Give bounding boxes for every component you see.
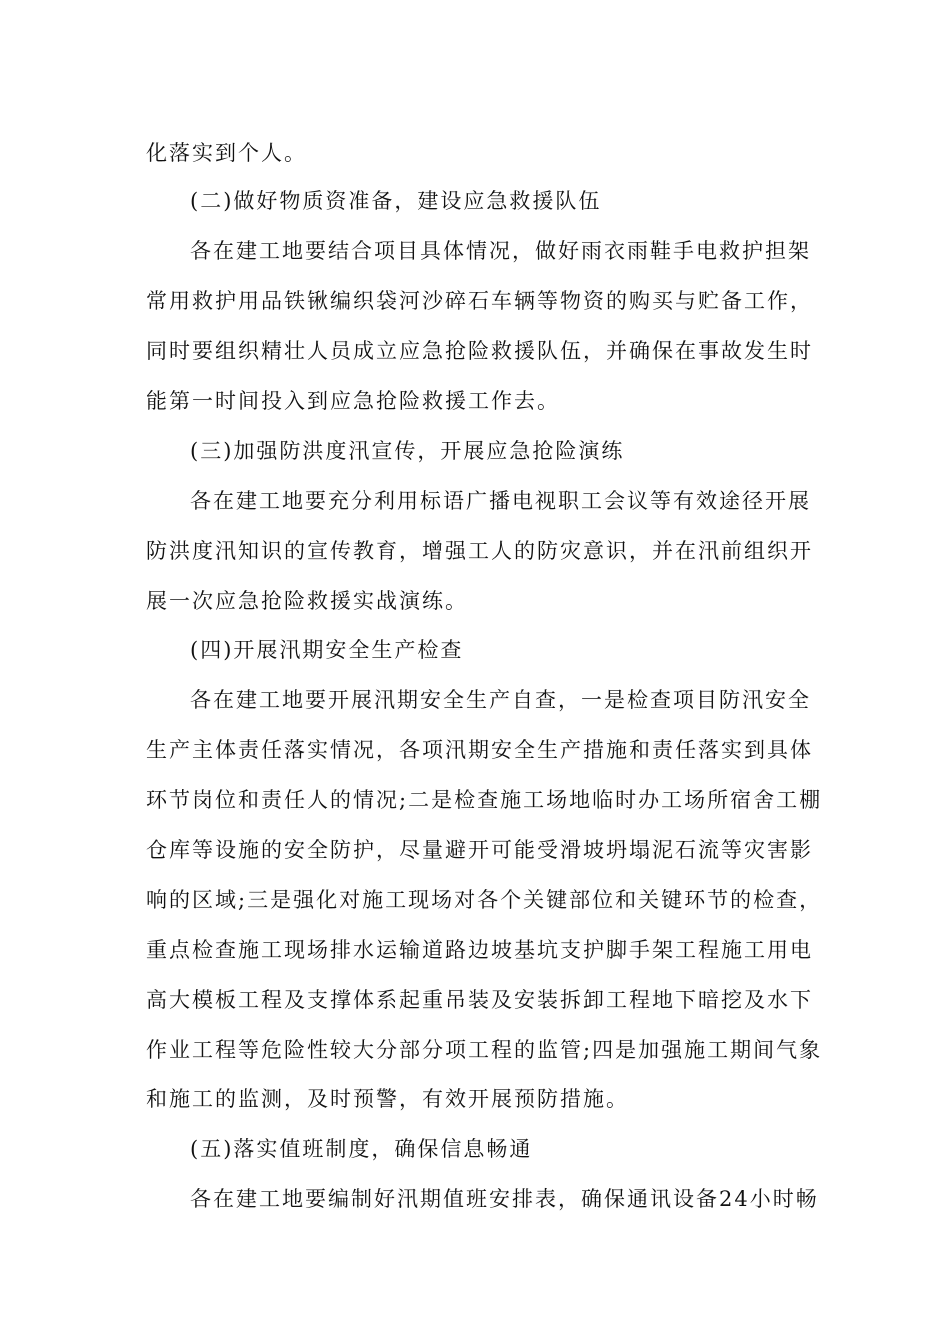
paragraph-line: 各在建工地要结合项目具体情况，做好雨衣雨鞋手电救护担架 [190, 239, 811, 263]
paragraph-line: 化落实到个人。 [146, 141, 307, 165]
paragraph-line: 各在建工地要编制好汛期值班安排表，确保通讯设备24小时畅 [190, 1187, 819, 1211]
paragraph-line: 作业工程等危险性较大分部分项工程的监管;四是加强施工期间气象 [146, 1038, 823, 1062]
paragraph-line: 响的区域;三是强化对施工现场对各个关键部位和关键环节的检查， [146, 888, 823, 912]
section-heading-4: (四)开展汛期安全生产检查 [190, 638, 464, 662]
paragraph-line: 展一次应急抢险救援实战演练。 [146, 589, 468, 613]
paragraph-line: 环节岗位和责任人的情况;二是检查施工场地临时办工场所宿舍工棚 [146, 788, 823, 812]
section-heading-2: (二)做好物质资准备，建设应急救援队伍 [190, 189, 602, 213]
paragraph-line: 重点检查施工现场排水运输道路边坡基坑支护脚手架工程施工用电 [146, 938, 813, 962]
paragraph-line: 仓库等设施的安全防护，尽量避开可能受滑坡坍塌泥石流等灾害影 [146, 838, 813, 862]
paragraph-line: 高大模板工程及支撑体系起重吊装及安装拆卸工程地下暗挖及水下 [146, 988, 813, 1012]
paragraph-line: 各在建工地要开展汛期安全生产自查，一是检查项目防汛安全 [190, 688, 811, 712]
paragraph-line: 同时要组织精壮人员成立应急抢险救援队伍，并确保在事故发生时 [146, 339, 813, 363]
section-heading-3: (三)加强防洪度汛宣传，开展应急抢险演练 [190, 439, 625, 463]
paragraph-line: 各在建工地要充分利用标语广播电视职工会议等有效途径开展 [190, 489, 811, 513]
paragraph-line: 能第一时间投入到应急抢险救援工作去。 [146, 389, 560, 413]
paragraph-line: 常用救护用品铁锹编织袋河沙碎石车辆等物资的购买与贮备工作， [146, 289, 813, 313]
paragraph-line: 防洪度汛知识的宣传教育，增强工人的防灾意识，并在汛前组织开 [146, 539, 813, 563]
paragraph-line: 和施工的监测，及时预警，有效开展预防措施。 [146, 1087, 629, 1111]
section-heading-5: (五)落实值班制度，确保信息畅通 [190, 1137, 533, 1161]
paragraph-line: 生产主体责任落实情况，各项汛期安全生产措施和责任落实到具体 [146, 738, 813, 762]
